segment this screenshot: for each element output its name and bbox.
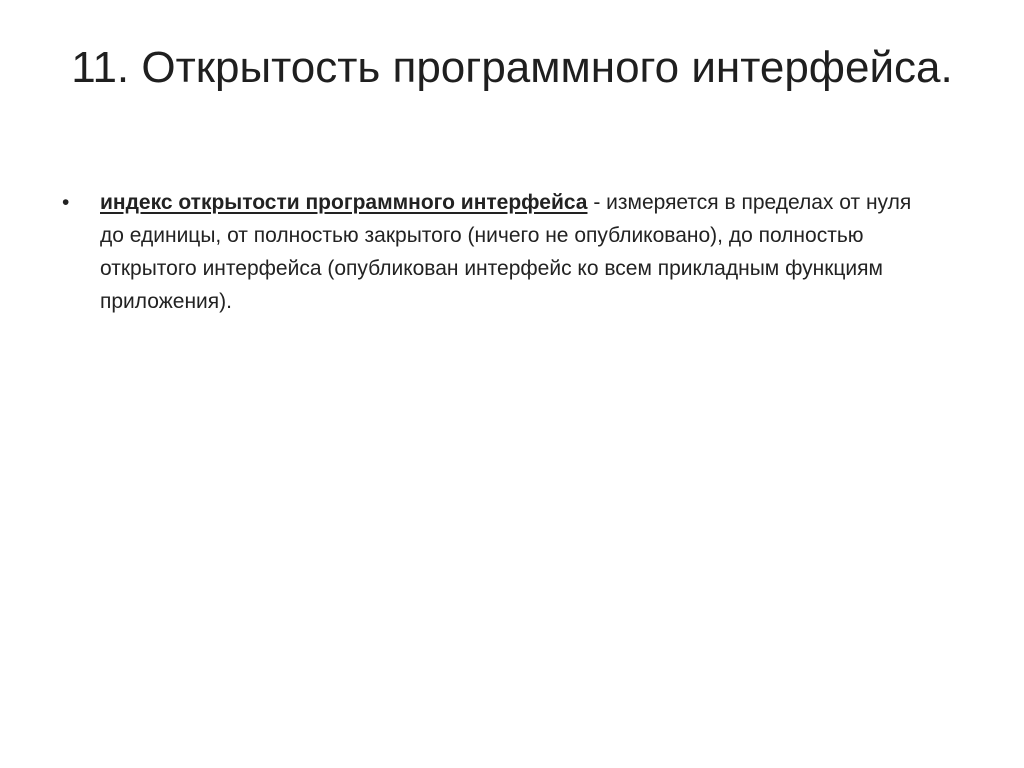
bullet-marker: • bbox=[62, 191, 70, 214]
slide-title: 11. Открытость программного интерфейса. bbox=[71, 43, 953, 92]
bullet-text: - измеряется в пределах от нуля до единицы, от полностью закрытого (ничего не опубликовано), до полностью открытого интерфейса (опубликован интерфейс ко всем прикладным функциям приложения). bbox=[100, 191, 912, 313]
bullet-term: индекс открытости программного интерфейса bbox=[100, 191, 588, 214]
bullet-list bbox=[60, 186, 940, 318]
bullet-item bbox=[60, 186, 940, 318]
